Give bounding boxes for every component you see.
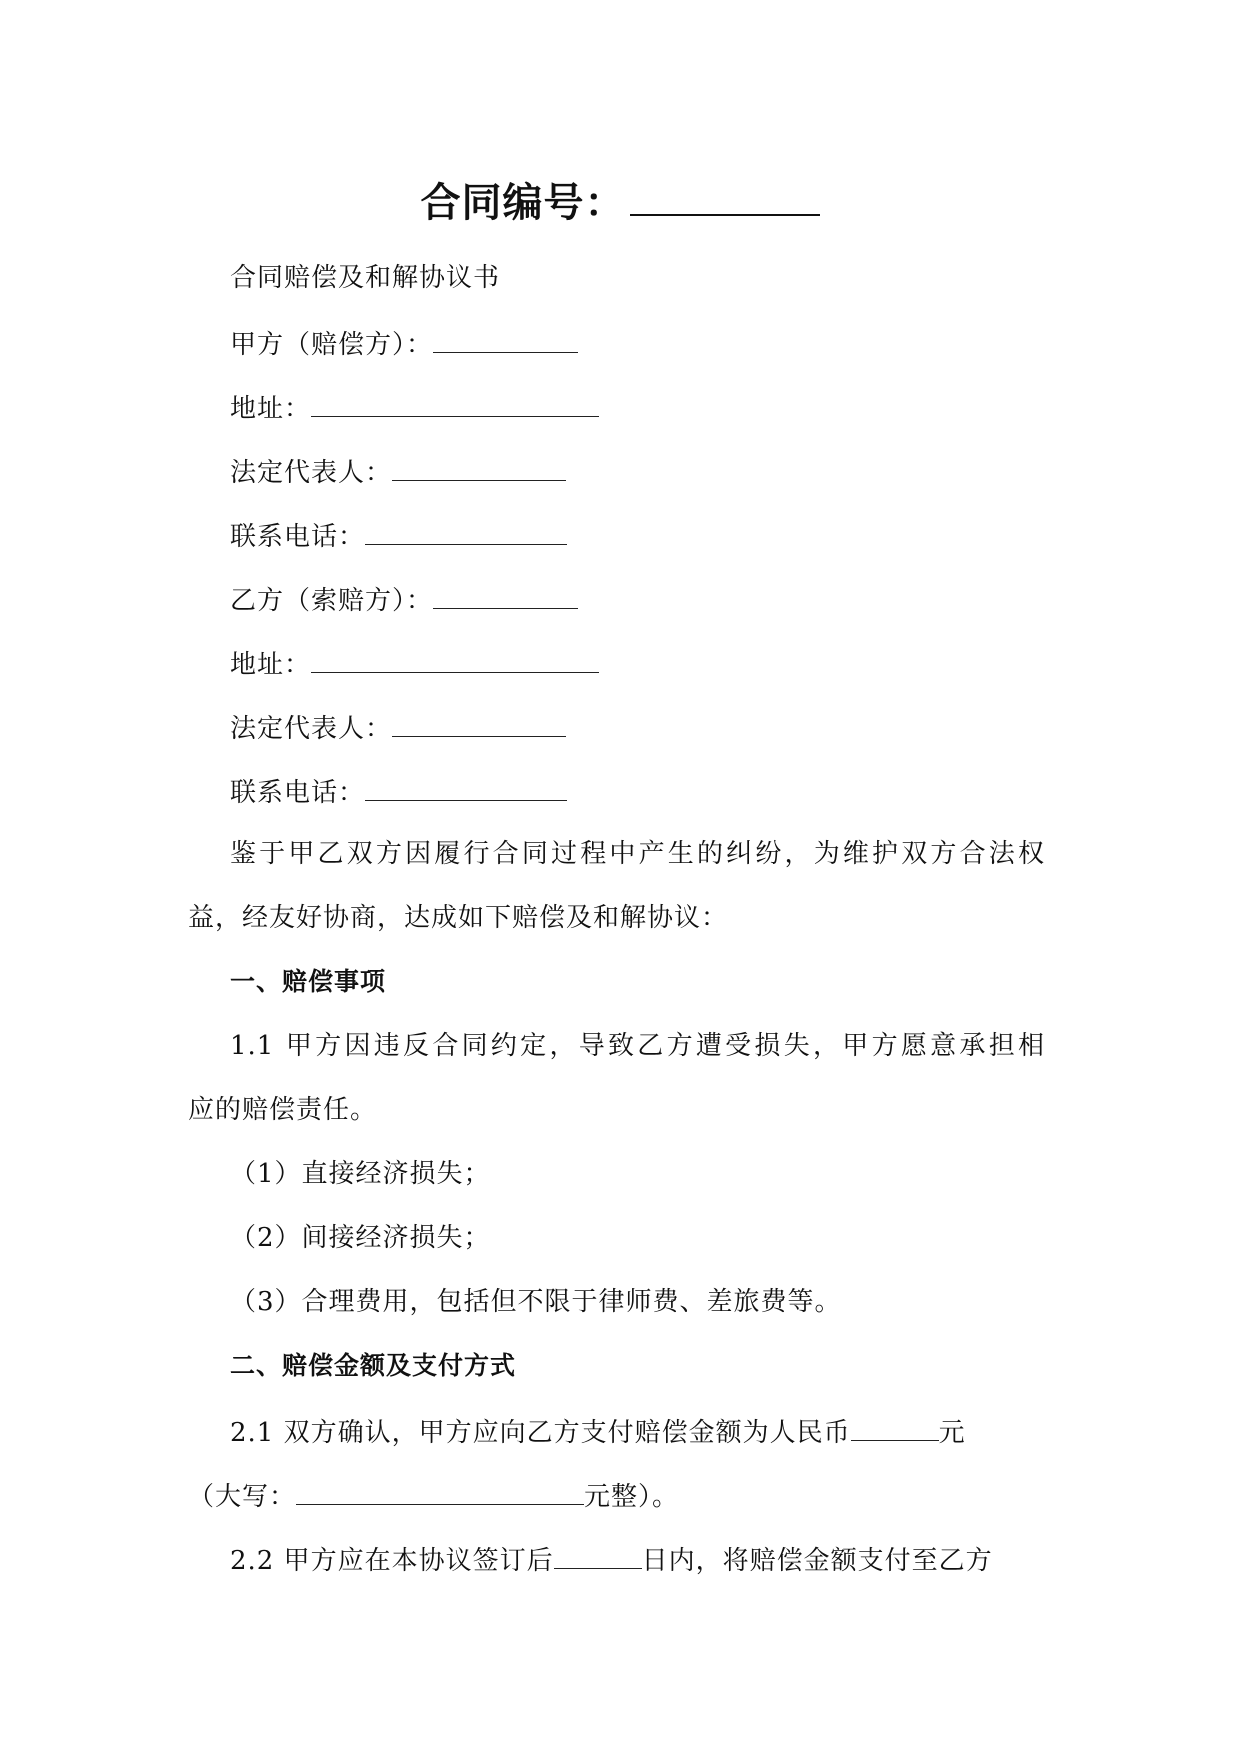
section-1-heading: 一、赔偿事项: [230, 967, 387, 996]
party-b-address-row: [230, 642, 599, 685]
party-a-label: 甲方（赔偿方）：: [230, 330, 434, 360]
party-a-phone-row: [230, 514, 567, 557]
party-a-blank: [433, 322, 578, 353]
party-b-label: 乙方（索赔方）：: [230, 586, 434, 616]
clause-2-1-line-2: [188, 1474, 679, 1517]
amount-words-blank: [296, 1474, 584, 1505]
party-a-rep-label: 法定代表人：: [230, 458, 393, 488]
clause-2-2-suffix: 日内，将赔偿金额支付至乙方: [641, 1546, 993, 1576]
list-item-1: （1）直接经济损失；: [230, 1159, 491, 1189]
contract-number-label: 合同编号：: [420, 180, 626, 226]
list-item-3: （3）合理费用，包括但不限于律师费、差旅费等。: [230, 1287, 842, 1317]
page-title: [0, 172, 1240, 233]
clause-2-2-prefix: 2.2 甲方应在本协议签订后: [230, 1546, 554, 1576]
party-a-address-row: [230, 386, 599, 429]
list-item-2: （2）间接经济损失；: [230, 1223, 491, 1253]
party-a-rep-row: [230, 450, 566, 493]
party-a-address-label: 地址：: [230, 394, 312, 424]
clause-2-1-prefix: 2.1 双方确认，甲方应向乙方支付赔偿金额为人民币: [230, 1418, 851, 1448]
clause-1-1-line-2: 应的赔偿责任。: [188, 1095, 378, 1125]
amount-words-suffix: 元整）。: [584, 1482, 680, 1512]
party-a-phone-blank: [365, 514, 567, 545]
party-a-address-blank: [311, 386, 599, 417]
party-b-rep-label: 法定代表人：: [230, 714, 393, 744]
party-a-rep-blank: [392, 450, 566, 481]
clause-1-1-line-1: 1.1 甲方因违反合同约定，导致乙方遭受损失，甲方愿意承担相: [230, 1031, 1045, 1061]
party-b-blank: [433, 578, 578, 609]
party-a-row: [230, 322, 578, 365]
party-b-address-label: 地址：: [230, 650, 312, 680]
preamble-line-2: 益，经友好协商，达成如下赔偿及和解协议：: [188, 903, 729, 933]
amount-blank: [851, 1410, 939, 1441]
party-b-address-blank: [311, 642, 599, 673]
party-b-phone-row: [230, 770, 567, 813]
days-blank: [554, 1538, 642, 1569]
party-b-rep-row: [230, 706, 566, 749]
party-b-phone-label: 联系电话：: [230, 778, 366, 808]
document-subtitle: 合同赔偿及和解协议书: [230, 263, 501, 293]
section-2-heading: 二、赔偿金额及支付方式: [230, 1351, 517, 1380]
clause-2-1-suffix: 元: [938, 1418, 966, 1448]
preamble-line-1: 鉴于甲乙双方因履行合同过程中产生的纠纷，为维护双方合法权: [230, 839, 1045, 869]
party-a-phone-label: 联系电话：: [230, 522, 366, 552]
clause-2-2-line-1: [230, 1538, 993, 1581]
party-b-rep-blank: [392, 706, 566, 737]
amount-words-prefix: （大写：: [188, 1482, 297, 1512]
party-b-row: [230, 578, 578, 621]
party-b-phone-blank: [365, 770, 567, 801]
clause-2-1-line-1: [230, 1410, 966, 1453]
contract-number-blank: [630, 172, 820, 216]
